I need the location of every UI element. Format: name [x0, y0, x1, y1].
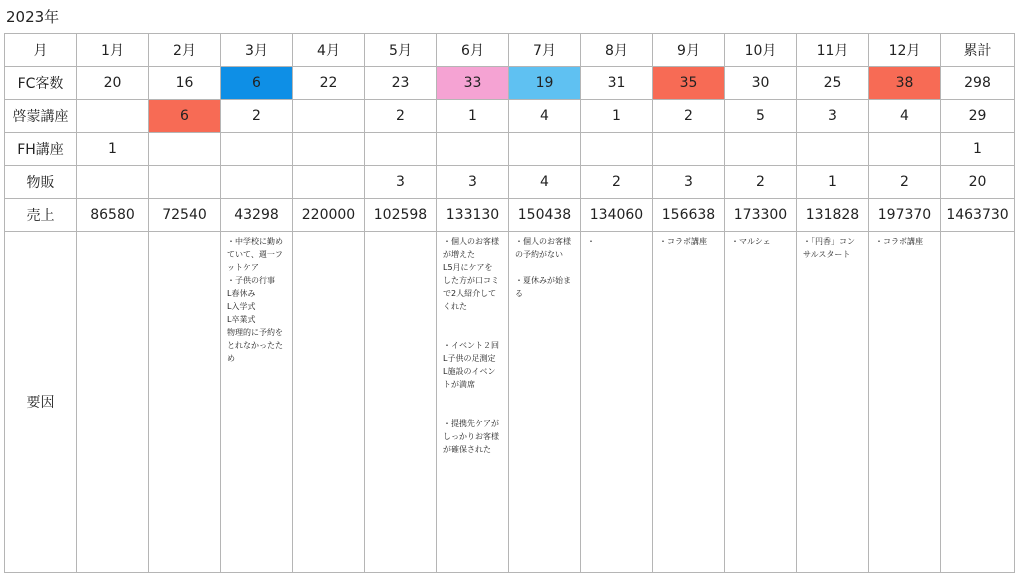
data-cell[interactable]	[869, 133, 941, 166]
data-cell[interactable]: 2	[221, 100, 293, 133]
row-label[interactable]: 要因	[5, 232, 77, 573]
header-cell[interactable]: 1月	[77, 34, 149, 67]
data-cell[interactable]: 30	[725, 67, 797, 100]
note-text: ・コラボ講座	[659, 237, 707, 246]
note-cell[interactable]	[725, 232, 797, 573]
data-cell[interactable]	[797, 133, 869, 166]
data-cell-highlight-red[interactable]: 38	[869, 67, 941, 100]
data-cell[interactable]	[221, 166, 293, 199]
note-text	[941, 232, 1014, 235]
total-cell[interactable]: 298	[941, 67, 1015, 100]
note-cell[interactable]	[437, 232, 509, 573]
data-cell[interactable]: 72540	[149, 199, 221, 232]
data-cell-highlight-pink[interactable]: 33	[437, 67, 509, 100]
header-cell-month[interactable]: 月	[5, 34, 77, 67]
total-cell[interactable]: 1	[941, 133, 1015, 166]
total-cell[interactable]: 20	[941, 166, 1015, 199]
row-label[interactable]: FH講座	[5, 133, 77, 166]
data-cell[interactable]	[653, 133, 725, 166]
note-text: ・「円香」コン サルスタート	[803, 237, 855, 259]
data-cell[interactable]: 220000	[293, 199, 365, 232]
header-cell[interactable]: 7月	[509, 34, 581, 67]
row-label[interactable]: FC客数	[5, 67, 77, 100]
note-text	[149, 232, 220, 235]
data-cell[interactable]: 131828	[797, 199, 869, 232]
data-cell[interactable]: 156638	[653, 199, 725, 232]
header-cell[interactable]: 12月	[869, 34, 941, 67]
header-cell[interactable]: 8月	[581, 34, 653, 67]
note-cell[interactable]	[653, 232, 725, 573]
data-cell[interactable]: 3	[437, 166, 509, 199]
data-cell[interactable]: 20	[77, 67, 149, 100]
data-cell[interactable]: 1	[437, 100, 509, 133]
data-cell[interactable]: 102598	[365, 199, 437, 232]
data-cell[interactable]	[149, 133, 221, 166]
data-cell-highlight-red[interactable]: 6	[149, 100, 221, 133]
total-cell[interactable]: 29	[941, 100, 1015, 133]
row-awareness-seminar	[5, 100, 1015, 133]
data-cell[interactable]: 4	[869, 100, 941, 133]
note-text: ・マルシェ	[731, 237, 771, 246]
data-cell[interactable]: 133130	[437, 199, 509, 232]
row-fc-customers	[5, 67, 1015, 100]
header-cell[interactable]: 5月	[365, 34, 437, 67]
note-cell[interactable]	[581, 232, 653, 573]
header-cell[interactable]: 11月	[797, 34, 869, 67]
note-text: ・個人のお客様 の予約がない ・夏休みが始ま る	[515, 237, 571, 298]
header-cell[interactable]: 10月	[725, 34, 797, 67]
note-cell[interactable]	[77, 232, 149, 573]
row-label[interactable]: 啓蒙講座	[5, 100, 77, 133]
note-text	[293, 232, 364, 235]
data-cell[interactable]	[221, 133, 293, 166]
note-cell[interactable]	[293, 232, 365, 573]
data-cell-highlight-lightblue[interactable]: 19	[509, 67, 581, 100]
data-cell[interactable]	[437, 133, 509, 166]
data-cell[interactable]	[149, 166, 221, 199]
note-cell[interactable]	[365, 232, 437, 573]
data-cell[interactable]: 197370	[869, 199, 941, 232]
monthly-summary-table	[4, 33, 1015, 573]
header-cell[interactable]: 4月	[293, 34, 365, 67]
data-cell[interactable]: 2	[725, 166, 797, 199]
header-row	[5, 34, 1015, 67]
note-text: ・個人のお客様 が増えた L5月にケアを した方が口コミ で2人紹介して くれた ・イベント２回 L子供の足測定 L施設のイベン トが満席 ・提携先ケアが しっかりお客様 が確保された	[443, 237, 499, 454]
data-cell[interactable]: 2	[581, 166, 653, 199]
row-label[interactable]: 売上	[5, 199, 77, 232]
row-merchandise	[5, 166, 1015, 199]
data-cell[interactable]: 3	[365, 166, 437, 199]
data-cell[interactable]: 22	[293, 67, 365, 100]
data-cell[interactable]	[365, 133, 437, 166]
note-text: ・中学校に勤め ていて、週一フ ットケア ・子供の行事 L春休み L入学式 L卒業式 物理的に予約を とれなかったた め	[227, 237, 283, 363]
data-cell[interactable]	[77, 166, 149, 199]
note-cell[interactable]	[797, 232, 869, 573]
data-cell[interactable]: 1	[581, 100, 653, 133]
data-cell[interactable]	[509, 133, 581, 166]
header-cell[interactable]: 3月	[221, 34, 293, 67]
data-cell[interactable]: 1	[797, 166, 869, 199]
sheet-title: 2023年	[6, 8, 60, 26]
data-cell[interactable]: 134060	[581, 199, 653, 232]
note-cell[interactable]	[869, 232, 941, 573]
data-cell[interactable]: 2	[365, 100, 437, 133]
note-cell[interactable]	[149, 232, 221, 573]
row-sales	[5, 199, 1015, 232]
data-cell[interactable]: 2	[653, 100, 725, 133]
data-cell[interactable]: 5	[725, 100, 797, 133]
data-cell[interactable]: 3	[653, 166, 725, 199]
data-cell[interactable]: 2	[869, 166, 941, 199]
data-cell[interactable]: 31	[581, 67, 653, 100]
data-cell[interactable]	[293, 100, 365, 133]
total-cell[interactable]: 1463730	[941, 199, 1015, 232]
note-text	[365, 232, 436, 235]
data-cell[interactable]: 16	[149, 67, 221, 100]
data-cell[interactable]: 1	[77, 133, 149, 166]
note-text	[77, 232, 148, 235]
data-cell[interactable]: 23	[365, 67, 437, 100]
header-cell[interactable]: 9月	[653, 34, 725, 67]
note-text: ・コラボ講座	[875, 237, 923, 246]
data-cell[interactable]	[293, 133, 365, 166]
data-cell[interactable]: 43298	[221, 199, 293, 232]
data-cell[interactable]	[725, 133, 797, 166]
data-cell[interactable]: 86580	[77, 199, 149, 232]
data-cell[interactable]: 173300	[725, 199, 797, 232]
data-cell-highlight-blue[interactable]: 6	[221, 67, 293, 100]
data-cell[interactable]: 25	[797, 67, 869, 100]
data-cell-highlight-red[interactable]: 35	[653, 67, 725, 100]
note-text: ・	[587, 237, 595, 246]
row-label[interactable]: 物販	[5, 166, 77, 199]
header-cell[interactable]: 6月	[437, 34, 509, 67]
header-cell-total[interactable]: 累計	[941, 34, 1015, 67]
note-cell[interactable]	[221, 232, 293, 573]
data-cell[interactable]	[293, 166, 365, 199]
row-fh-seminar	[5, 133, 1015, 166]
row-reasons	[5, 232, 1015, 573]
note-cell[interactable]	[509, 232, 581, 573]
data-cell[interactable]: 4	[509, 100, 581, 133]
data-cell[interactable]: 3	[797, 100, 869, 133]
data-cell[interactable]: 4	[509, 166, 581, 199]
data-cell[interactable]: 150438	[509, 199, 581, 232]
header-cell[interactable]: 2月	[149, 34, 221, 67]
data-cell[interactable]	[77, 100, 149, 133]
data-cell[interactable]	[581, 133, 653, 166]
note-cell[interactable]	[941, 232, 1015, 573]
